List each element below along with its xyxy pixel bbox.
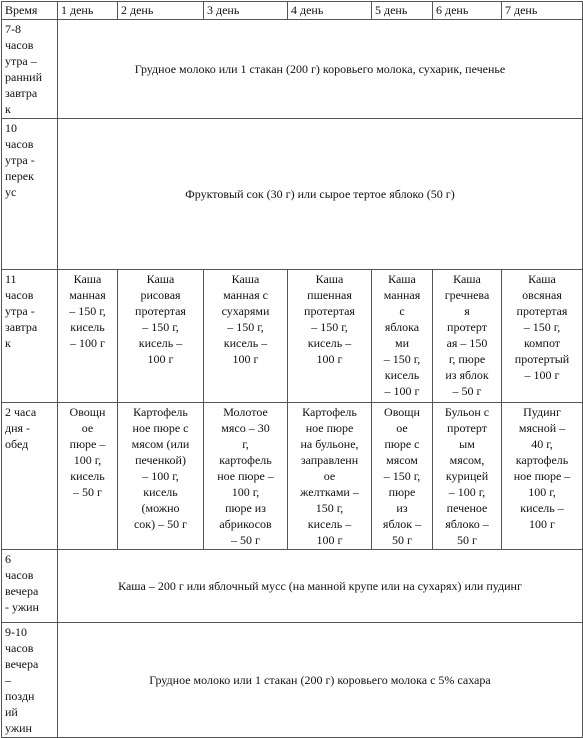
time-cell-early-breakfast: 7-8 часов утра – ранний завтра к [2, 20, 58, 119]
header-cell-day-6: 6 день [433, 2, 502, 20]
header-cell-day-4: 4 день [288, 2, 372, 20]
time-cell-breakfast: 11 часов утра - завтра к [2, 270, 58, 403]
header-cell-day-2: 2 день [118, 2, 204, 20]
header-cell-day-1: 1 день [58, 2, 118, 20]
meal-cell-breakfast-day-6: Каша гречнева я протерт ая – 150 г, пюре из яблок – 50 г [433, 270, 502, 403]
meal-cell-breakfast-day-1: Каша манная – 150 г, кисель – 100 г [58, 270, 118, 403]
meal-cell-lunch-day-6: Бульон с протерт ым мясом, курицей – 100 г, печеное яблоко – 50 г [433, 403, 502, 550]
meal-cell-breakfast-day-3: Каша манная с сухарями – 150 г, кисель – 100 г [204, 270, 288, 403]
meal-cell-lunch-day-3: Молотое мясо – 30 г, картофель ное пюре – 100 г, пюре из абрикосов – 50 г [204, 403, 288, 550]
time-cell-dinner: 6 часов вечера - ужин [2, 550, 58, 623]
meal-cell-breakfast-day-2: Каша рисовая протертая – 150 г, кисель – 100 г [118, 270, 204, 403]
header-cell-time: Время [2, 2, 58, 20]
meal-cell-lunch-day-5: Овощн ое пюре с мясом – 150 г, пюре из яблок – 50 г [372, 403, 433, 550]
time-cell-lunch: 2 часа дня - обед [2, 403, 58, 550]
meal-cell-breakfast-day-4: Каша пшенная протертая – 150 г, кисель – 100 г [288, 270, 372, 403]
table-row [2, 403, 583, 550]
meal-cell-breakfast-day-5: Каша манная с яблока ми – 150 г, кисель – 100 г [372, 270, 433, 403]
header-cell-day-7: 7 день [502, 2, 583, 20]
meal-cell-late-dinner: Грудное молоко или 1 стакан (200 г) коровьего молока с 5% сахара [58, 623, 583, 738]
meal-cell-dinner: Каша – 200 г или яблочный мусс (на манной крупе или на сухарях) или пудинг [58, 550, 583, 623]
meal-cell-lunch-day-2: Картофель ное пюре с мясом (или печенкой) – 100 г, кисель (можно сок) – 50 г [118, 403, 204, 550]
table-row [2, 623, 583, 738]
time-cell-snack: 10 часов утра - перек ус [2, 119, 58, 270]
meal-cell-lunch-day-4: Картофель ное пюре на бульоне, заправленн ое желтками – 150 г, кисель – 100 г [288, 403, 372, 550]
header-cell-day-3: 3 день [204, 2, 288, 20]
time-cell-late-dinner: 9-10 часов вечера – поздн ий ужин [2, 623, 58, 738]
meal-cell-lunch-day-1: Овощн ое пюре – 100 г, кисель – 50 г [58, 403, 118, 550]
meal-cell-lunch-day-7: Пудинг мясной – 40 г, картофель ное пюре – 100 г, кисель – 100 г [502, 403, 583, 550]
feeding-schedule-table [1, 1, 583, 738]
header-row [2, 2, 583, 20]
table-row [2, 20, 583, 119]
meal-cell-early-breakfast: Грудное молоко или 1 стакан (200 г) коровьего молока, сухарик, печенье [58, 20, 583, 119]
meal-cell-breakfast-day-7: Каша овсяная протертая – 150 г, компот протертый – 100 г [502, 270, 583, 403]
table-row [2, 550, 583, 623]
header-cell-day-5: 5 день [372, 2, 433, 20]
table-row [2, 119, 583, 270]
table-row [2, 270, 583, 403]
meal-cell-snack: Фруктовый сок (30 г) или сырое тертое яблоко (50 г) [58, 119, 583, 270]
